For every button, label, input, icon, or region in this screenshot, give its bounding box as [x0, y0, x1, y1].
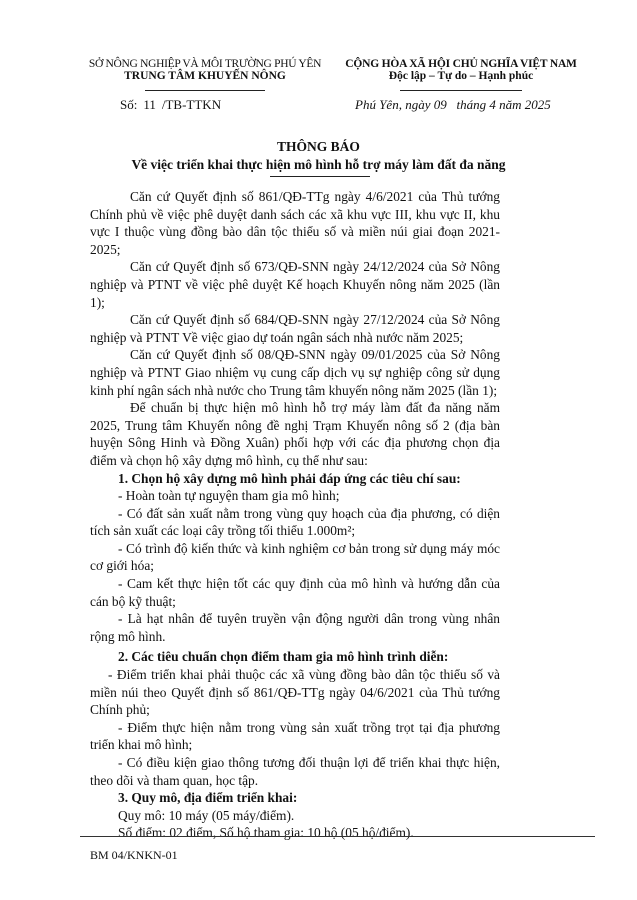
intro-paragraph: Để chuẩn bị thực hiện mô hình hỗ trợ máy làm đất đa năng năm 2025, Trung tâm Khuyến nông đề nghị Trạm Khuyến nông số 2 (địa bàn huyện Sông Hinh và Đồng Xuân) phối hợp với các địa phương chọn địa điểm và chọn hộ xây dựng mô hình, cụ thể như sau: — [90, 400, 500, 468]
document-number — [120, 97, 221, 113]
doc-number-value: 11 — [143, 97, 156, 112]
scale-item: Số điểm: 02 điểm, Số hộ tham gia: 10 hộ (05 hộ/điểm). — [118, 825, 414, 841]
standard-item: - Điểm thực hiện nằm trong vùng sản xuất trồng trọt tại địa phương triển khai mô hình; — [90, 719, 500, 753]
criteria-item: - Hoàn toàn tự nguyện tham gia mô hình; — [118, 488, 340, 504]
standard-item: - Điểm triển khai phải thuộc các xã vùng đồng bào dân tộc thiểu số và miền núi theo Quyết định số 861/QĐ-TTg ngày 04/6/2021 của Thủ tướng Chính phủ; — [90, 667, 500, 718]
doc-number-prefix: Số: — [120, 97, 138, 112]
country-name: CỘNG HÒA XÃ HỘI CHỦ NGHĨA VIỆT NAM — [345, 58, 577, 70]
criteria-item: - Là hạt nhân để tuyên truyền vận động người dân trong vùng nhân rộng mô hình. — [90, 611, 500, 644]
section-1-heading: 1. Chọn hộ xây dựng mô hình phải đáp ứng các tiêu chí sau: — [118, 470, 461, 486]
criteria-item: - Cam kết thực hiện tốt các quy định của mô hình và hướng dẫn của cán bộ kỹ thuật; — [90, 576, 500, 609]
national-motto-block — [330, 58, 592, 82]
parent-agency-name: SỞ NÔNG NGHIỆP VÀ MÔI TRƯỜNG PHÚ YÊN — [88, 58, 322, 70]
form-code: BM 04/KNKN-01 — [90, 848, 178, 862]
criteria-item: - Có trình độ kiến thức và kinh nghiệm cơ bản trong sử dụng máy móc cơ giới hóa; — [90, 540, 500, 574]
legal-basis-paragraph: Căn cứ Quyết định số 861/QĐ-TTg ngày 4/6/2021 của Thủ tướng Chính phủ về việc phê duyệt danh sách các xã khu vực III, khu vực II, khu vực I thuộc vùng đồng bào dân tộc thiểu số và miền núi giai đoạn 2021-2025; — [90, 189, 500, 257]
national-motto: Độc lập – Tự do – Hạnh phúc — [388, 70, 534, 82]
section-3-heading: 3. Quy mô, địa điểm triển khai: — [118, 790, 298, 806]
footer-divider — [80, 836, 595, 837]
legal-basis-paragraph: Căn cứ Quyết định số 673/QĐ-SNN ngày 24/12/2024 của Sở Nông nghiệp và PTNT về việc phê duyệt Kế hoạch Khuyến nông năm 2025 (lần 1); — [90, 259, 500, 310]
subtitle-underline — [270, 176, 370, 177]
section-2-heading: 2. Các tiêu chuẩn chọn điểm tham gia mô hình trình diễn: — [118, 649, 449, 665]
motto-underline — [400, 90, 522, 91]
document-title: THÔNG BÁO — [277, 139, 360, 154]
standard-item: - Có điều kiện giao thông tương đối thuận lợi để triển khai thực hiện, theo dõi và tham quan, học tập. — [90, 755, 500, 788]
document-subtitle: Về việc triển khai thực hiện mô hình hỗ trợ máy làm đất đa năng — [131, 157, 506, 172]
criteria-item: - Có đất sản xuất nằm trong vùng quy hoạch của địa phương, có diện tích sản xuất các loại cây trồng tối thiểu 1.000m²; — [90, 505, 500, 539]
agency-underline — [145, 90, 265, 91]
doc-number-suffix: /TB-TTKN — [161, 97, 222, 112]
legal-basis-paragraph: Căn cứ Quyết định số 684/QĐ-SNN ngày 27/12/2024 của Sở Nông nghiệp và PTNT Về việc giao dự toán ngân sách nhà nước năm 2025; — [90, 312, 500, 345]
scale-item: Quy mô: 10 máy (05 máy/điểm). — [118, 807, 295, 823]
issuing-agency-block — [80, 58, 330, 82]
document-body — [90, 188, 500, 842]
issuing-agency-name: TRUNG TÂM KHUYẾN NÔNG — [124, 70, 286, 82]
place-and-date: Phú Yên, ngày 09 tháng 4 năm 2025 — [355, 97, 551, 112]
legal-basis-paragraph: Căn cứ Quyết định số 08/QĐ-SNN ngày 09/01/2025 của Sở Nông nghiệp và PTNT Giao nhiệm vụ cung cấp dịch vụ sự nghiệp công sử dụng kinh phí ngân sách nhà nước cho Trung tâm khuyến nông năm 2025 (lần 1); — [90, 347, 500, 398]
